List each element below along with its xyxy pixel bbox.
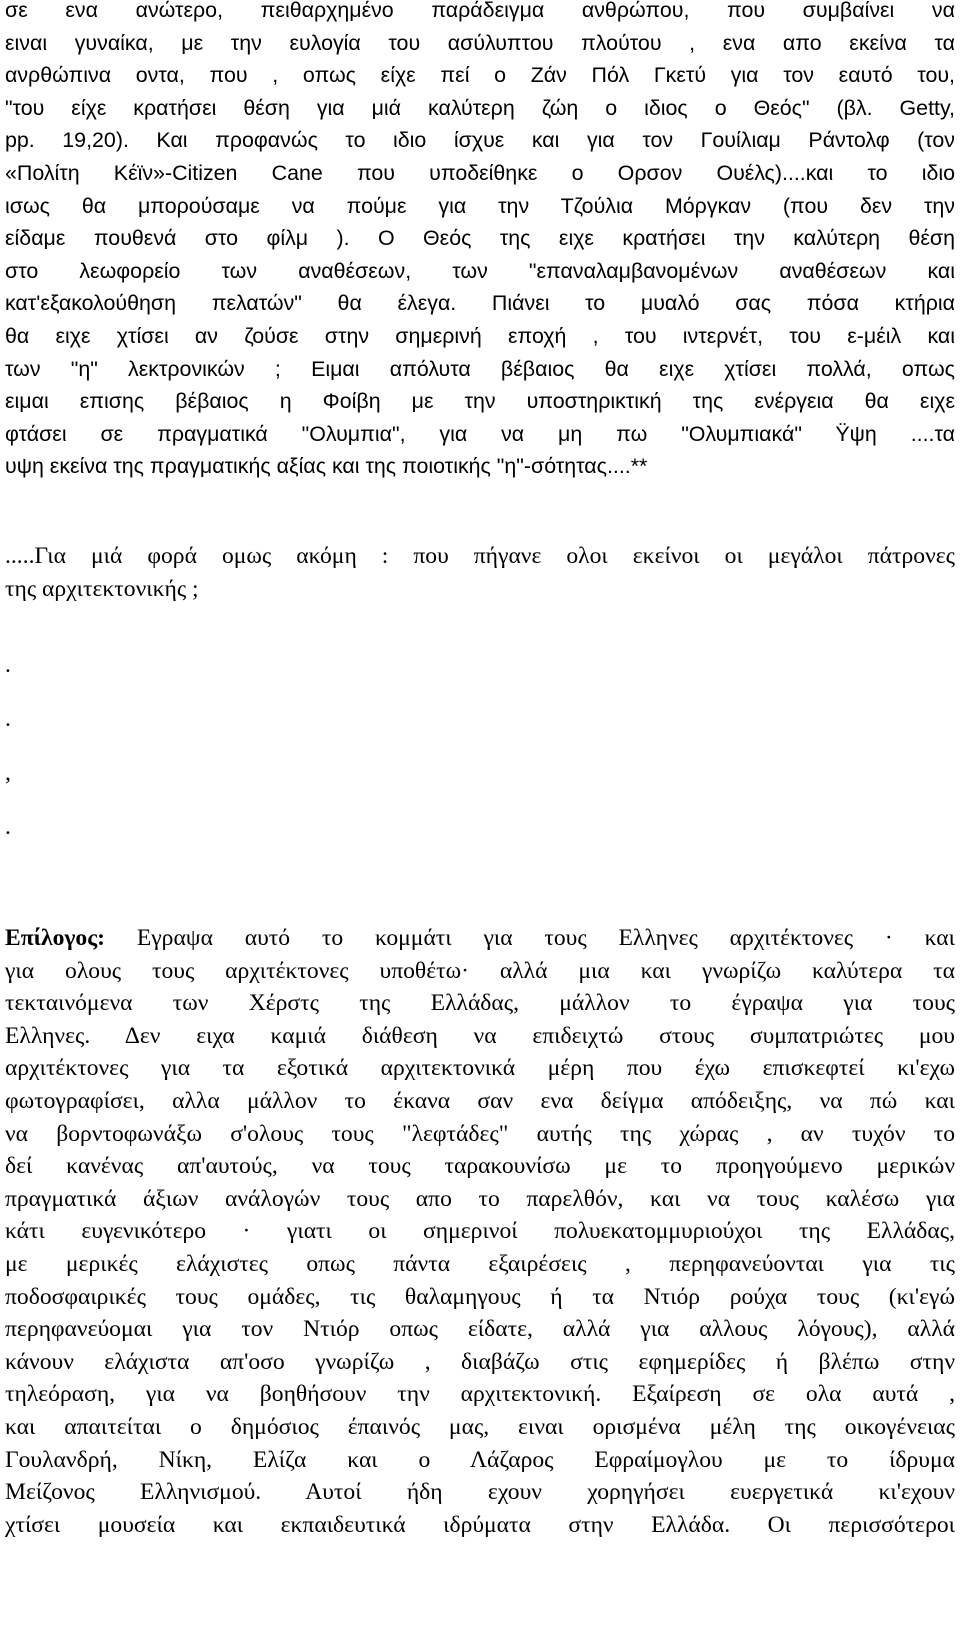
text-line: κάνουν ελάχιστα απ'οσο γνωρίζω , διαβάζω στις εφημερίδες ή βλέπω στην [5, 1348, 955, 1375]
text-line: "του είχε κρατήσει θέση για μιά καλύτερη ζώη ο ιδιος ο Θεός" (βλ. Getty, [5, 95, 955, 120]
text-line: φτάσει σε πραγματικά "Ολυμπια", για να μη πω "Ολυμπιακά" Ϋψη ....τα [5, 421, 955, 446]
text-line: ειναι γυναίκα, με την ευλογία του ασύλυπτου πλούτου , ενα απο εκείνα τα [5, 30, 955, 55]
text-line: ισως θα μπορούσαμε να πούμε για την Τζούλια Μόργκαν (που δεν την [5, 193, 955, 218]
text-line: . [5, 814, 11, 840]
text-line: Μείζονος Ελληνισμού. Αυτοί ήδη εχουν χορηγήσει ευεργετικά κι'εχουν [5, 1479, 955, 1506]
text-line: ποδοσφαιρικές τους ομάδες, τις θαλαμηγους ή τα Ντιόρ ρούχα τους (κι'εγώ [5, 1283, 955, 1310]
text-line: στο λεωφορείο των αναθέσεων, των "επαναλαμβανομένων αναθέσεων και [5, 258, 955, 283]
text-line: υψη εκείνα της πραγματικής αξίας και της ποιοτικής "η"-σότητας....** [5, 454, 648, 479]
text-line: και απαιτείται ο δημόσιος έπαινός μας, ειναι ορισμένα μέλη της οικογένειας [5, 1413, 955, 1440]
text-line: φωτογραφίσει, αλλα μάλλον το έκανα σαν ενα δείγμα απόδειξης, να πώ και [5, 1087, 955, 1114]
text-line: . [5, 652, 11, 678]
text-line: να βορντοφωνάξω σ'ολους τους "λεφτάδες" αυτής της χώρας , αν τυχόν το [5, 1120, 955, 1147]
paragraph-1 [5, 0, 955, 483]
text-line: αρχιτέκτονες για τα εξοτικά αρχιτεκτονικά μέρη που έχω επισκεφτεί κι'εχω [5, 1055, 955, 1082]
epilogue-first-line [5, 922, 955, 955]
text-line: δεί κανένας απ'αυτούς, να τους ταρακουνίσω με το προηγούμενο μερικών [5, 1153, 955, 1180]
paragraph-2 [5, 540, 955, 605]
text-line: για ολους τους αρχιτέκτονες υποθέτω· αλλά μια και γνωρίζω καλύτερα τα [5, 957, 955, 984]
text-line: είδαμε πουθενά στο φίλμ ). Ο Θεός της ειχε κρατήσει την καλύτερη θέση [5, 226, 955, 251]
text-line: ανρθώπινα οντα, που , οπως είχε πεί ο Ζάν Πόλ Γκετύ για τον εαυτό του, [5, 63, 955, 88]
text-line: κατ'εξακολούθηση πελατών" θα έλεγα. Πιάνει το μυαλό σας πόσα κτήρια [5, 291, 955, 316]
epilogue-body [5, 955, 955, 1542]
text-line: Γουλανδρή, Νίκη, Ελίζα και ο Λάζαρος Εφραίμογλου με το ίδρυμα [5, 1446, 955, 1473]
text-line: ειμαι επισης βέβαιος η Φοίβη με την υποστηρικτική της ενέργεια θα ειχε [5, 389, 955, 414]
text-line: τηλεόραση, για να βοηθήσουν την αρχιτεκτονική. Εξαίρεση σε ολα αυτά , [5, 1381, 955, 1408]
epilogue-first-line-text: Εγραψα αυτό το κομμάτι για τους Ελληνες αρχιτέκτονες · και [105, 925, 955, 951]
epilogue [5, 922, 955, 1541]
dot-separators [5, 638, 955, 854]
text-line: περηφανεύομαι για τον Ντιόρ οπως είδατε, αλλά για αλλους λόγους), αλλά [5, 1316, 955, 1343]
text-line: με μερικές ελάχιστες οπως πάντα εξαιρέσεις , περηφανεύονται για τις [5, 1250, 955, 1277]
text-line: pp. 19,20). Και προφανώς το ιδιο ίσχυε και για τον Γουίλιαμ Ράντολφ (τον [5, 128, 955, 153]
text-line: πραγματικά άξιων ανάλογών τους απο το παρελθόν, και να τους καλέσω για [5, 1185, 955, 1212]
text-line: σε ενα ανώτερο, πειθαρχημένο παράδειγμα ανθρώπου, που συμβαίνει να [5, 0, 955, 22]
text-line: . [5, 706, 11, 732]
text-line: «Πολίτη Κέϊν»-Citizen Cane που υποδείθηκε ο Ορσον Ουέλς)....και το ιδιο [5, 160, 955, 185]
text-line: χτίσει μουσεία και εκπαιδευτικά ιδρύματα στην Ελλάδα. Οι περισσότεροι [5, 1511, 955, 1538]
epilogue-label: Επίλογος: [5, 925, 106, 951]
text-line: τεκταινόμενα των Χέρστς της Ελλάδας, μάλλον το έγραψα για τους [5, 990, 955, 1017]
text-line: , [5, 760, 11, 786]
text-line: κάτι ευγενικότερο · γιατι οι σημερινοί πολυεκατομμυριούχοι της Ελλάδας, [5, 1218, 955, 1245]
text-line: θα ειχε χτίσει αν ζούσε στην σημερινή εποχή , του ιντερνέτ, του ε-μέιλ και [5, 323, 955, 348]
text-line: Ελληνες. Δεν ειχα καμιά διάθεση να επιδειχτώ στους συμπατριώτες μου [5, 1022, 955, 1049]
text-line: της αρχιτεκτονικής ; [5, 575, 199, 602]
text-line: των "η" λεκτρονικών ; Ειμαι απόλυτα βέβαιος θα ειχε χτίσει πολλά, οπως [5, 356, 955, 381]
text-line: .....Για μιά φορά ομως ακόμη : που πήγανε ολοι εκείνοι οι μεγάλοι πάτρονες [5, 543, 955, 569]
